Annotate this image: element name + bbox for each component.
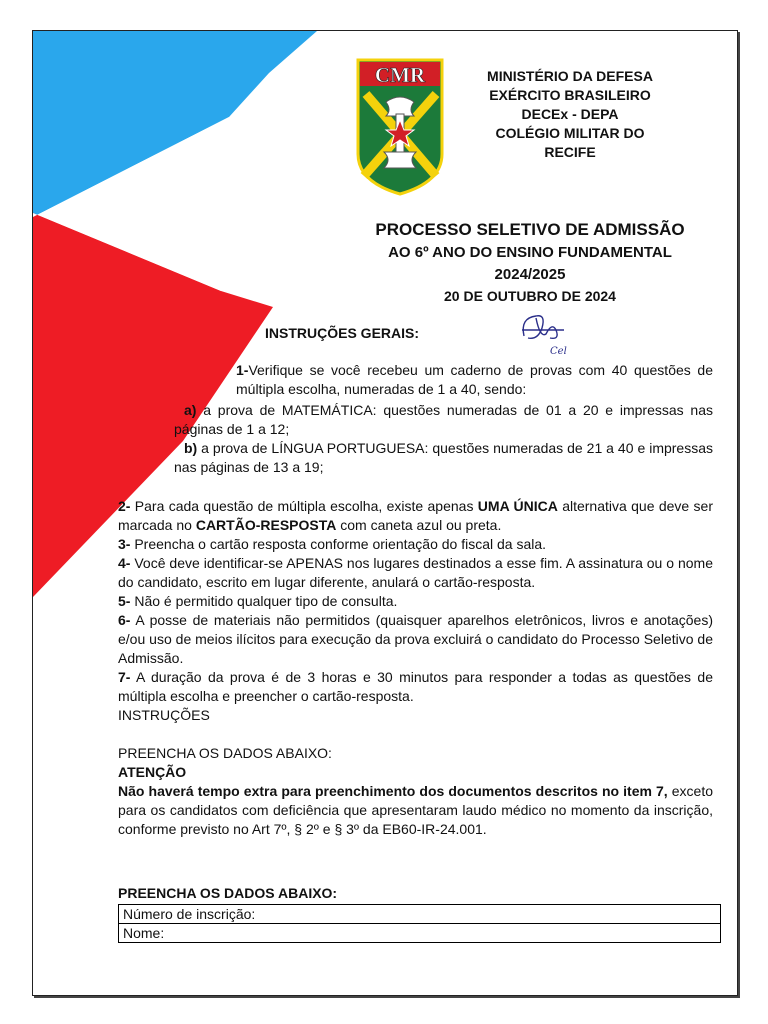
header-line-2: EXÉRCITO BRASILEIRO (489, 87, 651, 103)
name-field[interactable]: Nome: (119, 924, 721, 943)
instruction-item-6: 6- A posse de materiais não permitidos (quaisquer aparelhos eletrônicos, livros e anotações) e/ou uso de meios ilícitos para execução da prova excluirá o candidato do Processo Seletivo de Admissão. (118, 612, 713, 666)
header-line-3: DECEx - DEPA (521, 106, 619, 122)
instruction-item-5: 5- Não é permitido qualquer tipo de consulta. (118, 593, 398, 609)
ministry-header (470, 67, 670, 162)
title-line-3: 2024/2025 (494, 266, 566, 283)
instruction-item-2: 2- Para cada questão de múltipla escolha, existe apenas UMA ÚNICA alternativa que deve ser marcada no CARTÃO-RESPOSTA com caneta azul ou preta. (118, 498, 713, 533)
title-line-2: AO 6º ANO DO ENSINO FUNDAMENTAL (388, 244, 672, 261)
instruction-item-7: 7- A duração da prova é de 3 horas e 30 minutos para responder a todas as questões de múltipla escolha e preencher o cartão-resposta. (118, 669, 713, 704)
registration-number-field[interactable]: Número de inscrição: (119, 905, 721, 924)
instructions-footer-label: INSTRUÇÕES (118, 707, 210, 723)
signature-text: Cel (550, 346, 567, 357)
instruction-item-1b: b) a prova de LÍNGUA PORTUGUESA: questões numeradas de 21 a 40 e impressas nas páginas de 13 a 19; (174, 440, 713, 475)
candidate-form (118, 904, 721, 943)
instruction-item-1a: a) a prova de MATEMÁTICA: questões numeradas de 01 a 20 e impressas nas páginas de 1 a 12; (174, 402, 713, 437)
instruction-item-4: 4- Você deve identificar-se APENAS nos lugares destinados a esse fim. A assinatura ou o nome do candidato, escrito em lugar diferente, anulará o cartão-resposta. (118, 555, 713, 590)
attention-text: Não haverá tempo extra para preenchimento dos documentos descritos no item 7, exceto para os candidatos com deficiência que apresentaram laudo médico no momento da inscrição, conforme previsto no Art 7º, § 2º e § 3º da EB60-IR-24.001. (118, 783, 714, 837)
exam-date: 20 DE OUTUBRO DE 2024 (444, 288, 616, 304)
cmr-emblem-icon (356, 58, 444, 196)
header-line-4: COLÉGIO MILITAR DO RECIFE (495, 125, 645, 160)
signature-icon (516, 308, 572, 358)
instruction-item-3: 3- Preencha o cartão resposta conforme orientação do fiscal da sala. (118, 536, 547, 552)
instruction-items-2-7 (118, 497, 713, 839)
emblem-text: CMR (374, 63, 426, 87)
title-line-1: PROCESSO SELETIVO DE ADMISSÃO (375, 220, 685, 239)
fill-data-label: PREENCHA OS DADOS ABAIXO: (118, 745, 332, 761)
instructions-heading: INSTRUÇÕES GERAIS: (265, 325, 420, 341)
form-heading: PREENCHA OS DADOS ABAIXO: (118, 885, 338, 901)
attention-heading: ATENÇÃO (118, 764, 187, 780)
instruction-item-1: 1-Verifique se você recebeu um caderno de provas com 40 questões de múltipla escolha, numeradas de 1 a 40, sendo: (236, 362, 713, 397)
header-line-1: MINISTÉRIO DA DEFESA (487, 68, 653, 84)
